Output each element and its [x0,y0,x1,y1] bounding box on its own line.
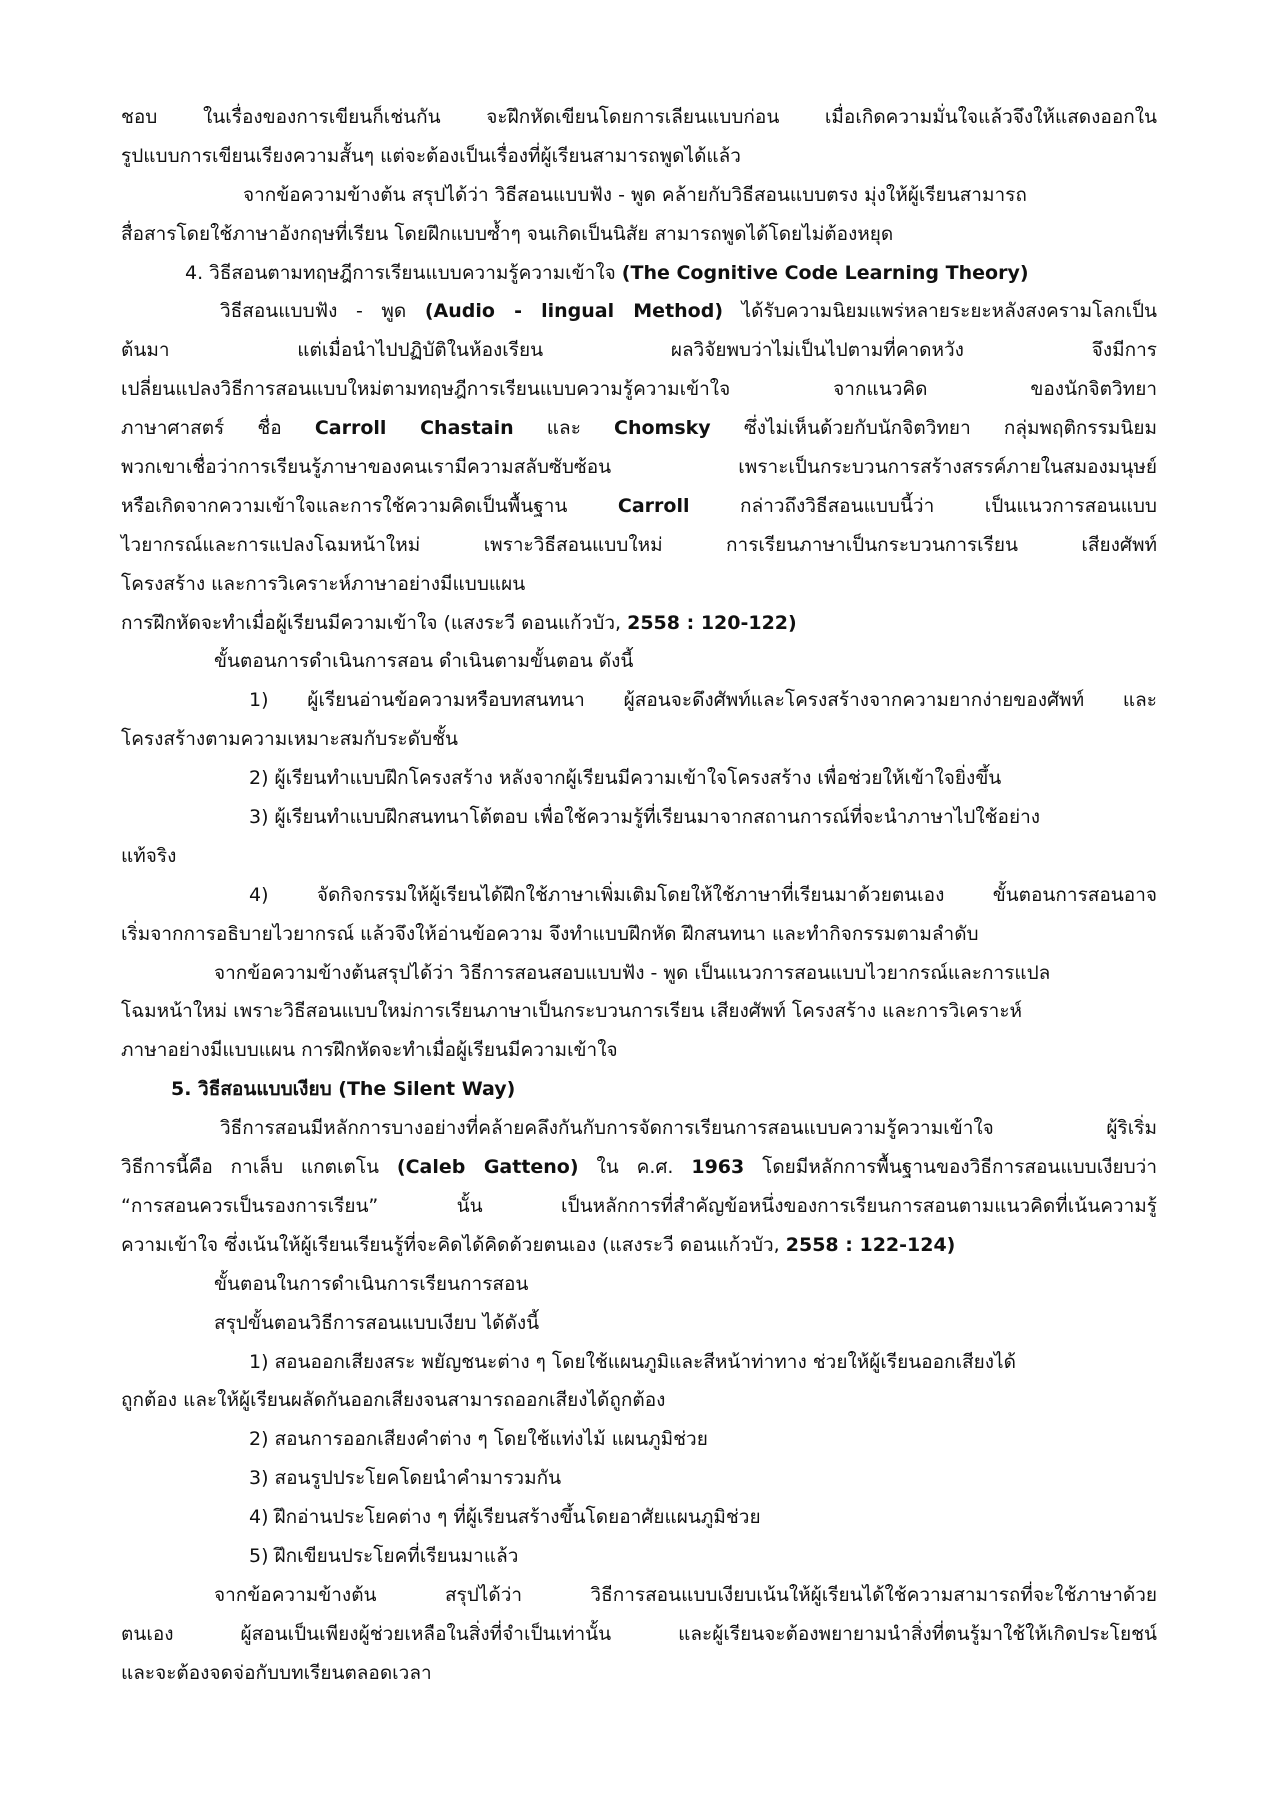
text-segment: วิธีสอนแบบฟัง - พูด [220,300,425,323]
text-segment: ภาษาศาสตร์ ชื่อ [121,417,315,440]
text-segment: รูปแบบการเขียนเรียงความสั้นๆ แต่จะต้องเป็นเรื่องที่ผู้เรียนสามารถพูดได้แล้ว [121,144,741,167]
list-item-line [121,681,1157,720]
text-segment: เริ่มจากการอธิบายไวยากรณ์ แล้วจึงให้อ่านข้อความ จึงทำแบบฝึกหัด ฝึกสนทนา และทำกิจกรรมตามลำดับ [121,922,979,945]
text-line [121,1615,1157,1654]
text-line [121,137,1157,176]
list-item-line [121,798,1157,837]
list-item-line [121,1343,1157,1382]
text-segment: (The Cognitive Code Learning Theory) [621,261,1029,284]
document-page [121,98,1157,1693]
text-segment: 2558 : 120-122) [627,611,797,634]
text-segment: ความเข้าใจ ซึ่งเน้นให้ผู้เรียนเรียนรู้ที่จะคิดได้คิดด้วยตนเอง (แสงระวี ดอนแก้วบัว, [121,1233,786,1256]
text-segment: ขั้นตอนการดำเนินการสอน ดำเนินตามขั้นตอน ดังนี้ [214,650,634,673]
text-segment: ภาษาอย่างมีแบบแผน การฝึกหัดจะทำเมื่อผู้เรียนมีความเข้าใจ [121,1039,618,1062]
text-line [121,215,1157,254]
text-segment: ตนเอง ผู้สอนเป็นเพียงผู้ช่วยเหลือในสิ่งที่จำเป็นเท่านั้น และผู้เรียนจะต้องพยายามนำสิ่งที่ตนรู้มาใช้ให้เกิดประโยชน์ [121,1622,1157,1645]
text-segment: โดยมีหลักการพื้นฐานของวิธีการสอนแบบเงียบว่า [744,1156,1158,1179]
text-line [121,1304,1157,1343]
section-heading [121,1070,1157,1109]
text-line [121,409,1157,448]
text-line [121,1654,1157,1693]
text-line [121,292,1157,331]
text-segment: Chomsky [614,417,711,440]
text-segment: สื่อสารโดยใช้ภาษาอังกฤษที่เรียน โดยฝึกแบบซ้ำๆ จนเกิดเป็นนิสัย สามารถพูดได้โดยไม่ต้องหยุด [121,222,894,245]
text-segment: 4) ฝึกอ่านประโยคต่าง ๆ ที่ผู้เรียนสร้างขึ้นโดยอาศัยแผนภูมิช่วย [249,1506,761,1529]
text-line [121,448,1157,487]
text-segment: โฉมหน้าใหม่ เพราะวิธีสอนแบบใหม่การเรียนภาษาเป็นกระบวนการเรียน เสียงศัพท์ โครงสร้าง และการวิเคราะห์ [121,1000,1023,1023]
list-item-line [121,1537,1157,1576]
text-line [121,526,1157,565]
text-line [121,1031,1157,1070]
text-segment: หรือเกิดจากความเข้าใจและการใช้ความคิดเป็นพื้นฐาน [121,494,618,517]
text-segment: กล่าวถึงวิธีสอนแบบนี้ว่า เป็นแนวการสอนแบบ [689,494,1157,517]
text-segment: “การสอนควรเป็นรองการเรียน” นั้น เป็นหลักการที่สำคัญข้อหนึ่งของการเรียนการสอนตามแนวคิดที่เน้นความรู้ [121,1194,1157,1217]
text-line [121,1148,1157,1187]
text-segment: 5. วิธีสอนแบบเงียบ (The Silent Way) [171,1078,516,1101]
list-item-line [121,1459,1157,1498]
text-segment: ถูกต้อง และให้ผู้เรียนผลัดกันออกเสียงจนสามารถออกเสียงได้ถูกต้อง [121,1389,666,1412]
text-segment: Carroll Chastain [314,417,514,440]
text-line [121,1109,1157,1148]
text-segment: 4) จัดกิจกรรมให้ผู้เรียนได้ฝึกใช้ภาษาเพิ่มเติมโดยให้ใช้ภาษาที่เรียนมาด้วยตนเอง ขั้นตอนการสอนอาจ [249,883,1157,906]
text-segment: วิธีการสอนมีหลักการบางอย่างที่คล้ายคลึงกันกับการจัดการเรียนการสอนแบบความรู้ความเข้าใจ ผู้ริเริ่ม [220,1117,1157,1140]
text-segment: 5) ฝึกเขียนประโยคที่เรียนมาแล้ว [249,1544,519,1567]
text-line [121,565,1157,604]
text-segment: และ [513,417,615,440]
text-segment: วิธีการนี้คือ กาเล็บ แกตเตโน [121,1156,397,1179]
text-segment: ต้นมา แต่เมื่อนำไปปฏิบัติในห้องเรียน ผลวิจัยพบว่าไม่เป็นไปตามที่คาดหวัง จึงมีการ [121,339,1157,362]
text-line [121,98,1157,137]
text-segment: โครงสร้าง และการวิเคราะห์ภาษาอย่างมีแบบแผน [121,572,526,595]
text-segment: โครงสร้างตามความเหมาะสมกับระดับชั้น [121,728,459,751]
text-segment: 2) ผู้เรียนทำแบบฝึกโครงสร้าง หลังจากผู้เรียนมีความเข้าใจโครงสร้าง เพื่อช่วยให้เข้าใจยิ่งขึ้น [249,767,1002,790]
text-line [121,370,1157,409]
text-segment: 3) ผู้เรียนทำแบบฝึกสนทนาโต้ตอบ เพื่อใช้ความรู้ที่เรียนมาจากสถานการณ์ที่จะนำภาษาไปใช้อย่าง [249,806,1041,829]
text-segment: 2558 : 122-124) [785,1233,956,1256]
text-line [121,954,1157,993]
list-item-line [121,759,1157,798]
text-segment: จากข้อความข้างต้นสรุปได้ว่า วิธีการสอนสอบแบบฟัง - พูด เป็นแนวการสอนแบบไวยากรณ์และการแปล [214,961,1051,984]
text-line [121,331,1157,370]
text-segment: 1963 [691,1156,745,1179]
text-segment: และจะต้องจดจ่อกับบทเรียนตลอดเวลา [121,1661,432,1684]
list-item-line [121,876,1157,915]
text-line [121,1226,1157,1265]
text-segment: เปลี่ยนแปลงวิธีการสอนแบบใหม่ตามทฤษฎีการเรียนแบบความรู้ความเข้าใจ จากแนวคิด ของนักจิตวิทยา [121,378,1157,401]
list-item-line [121,1420,1157,1459]
text-line [121,1265,1157,1304]
text-line [121,915,1157,954]
text-segment: ใน ค.ศ. [578,1156,692,1179]
text-segment: ได้รับความนิยมแพร่หลายระยะหลังสงครามโลกเป็น [723,300,1157,323]
text-segment: 1) สอนออกเสียงสระ พยัญชนะต่าง ๆ โดยใช้แผนภูมิและสีหน้าท่าทาง ช่วยให้ผู้เรียนออกเสียงได้ [249,1350,1016,1373]
text-line [121,604,1157,643]
text-segment: แท้จริง [121,844,177,867]
text-segment: ซึ่งไม่เห็นด้วยกับนักจิตวิทยา กลุ่มพฤติกรรมนิยม [710,417,1157,440]
text-segment: พวกเขาเชื่อว่าการเรียนรู้ภาษาของคนเรามีความสลับซับซ้อน เพราะเป็นกระบวนการสร้างสรรค์ภายในสมองมนุษย์ [121,456,1157,479]
text-segment: ชอบ ในเรื่องของการเขียนก็เช่นกัน จะฝึกหัดเขียนโดยการเลียนแบบก่อน เมื่อเกิดความมั่นใจแล้วจึงให้แสดงออกใน [121,106,1157,128]
text-line [121,176,1157,215]
text-segment: 4. วิธีสอนตามทฤษฎีการเรียนแบบความรู้ความเข้าใจ [185,261,622,284]
text-line [121,1576,1157,1615]
text-segment: สรุปขั้นตอนวิธีการสอนแบบเงียบ ได้ดังนี้ [214,1311,540,1334]
text-segment: ไวยากรณ์และการแปลงโฉมหน้าใหม่ เพราะวิธีสอนแบบใหม่ การเรียนภาษาเป็นกระบวนการเรียน เสียงศัพท์ [121,533,1157,556]
text-line [121,720,1157,759]
text-line [121,487,1157,526]
text-line [121,837,1157,876]
text-segment: 2) สอนการออกเสียงคำต่าง ๆ โดยใช้แท่งไม้ แผนภูมิช่วย [249,1428,708,1451]
text-segment: Carroll [617,494,690,517]
text-segment: การฝึกหัดจะทำเมื่อผู้เรียนมีความเข้าใจ (แสงระวี ดอนแก้วบัว, [121,611,628,634]
list-item-line [121,1498,1157,1537]
text-segment: (Audio - lingual Method) [424,300,724,323]
text-segment: ขั้นตอนในการดำเนินการเรียนการสอน [214,1272,529,1295]
text-segment: จากข้อความข้างต้น สรุปได้ว่า วิธีการสอนแบบเงียบเน้นให้ผู้เรียนได้ใช้ความสามารถที่จะใช้ภาษาด้วย [214,1583,1157,1606]
text-line [121,1381,1157,1420]
text-segment: (Caleb Gatteno) [396,1156,579,1179]
text-segment: 1) ผู้เรียนอ่านข้อความหรือบทสนทนา ผู้สอนจะดึงศัพท์และโครงสร้างจากความยากง่ายของศัพท์ และ [249,689,1157,712]
section-heading [121,254,1157,293]
text-line [121,992,1157,1031]
text-line [121,642,1157,681]
text-segment: 3) สอนรูปประโยคโดยนำคำมารวมกัน [249,1467,562,1490]
text-line [121,1187,1157,1226]
text-segment: จากข้อความข้างต้น สรุปได้ว่า วิธีสอนแบบฟัง - พูด คล้ายกับวิธีสอนแบบตรง มุ่งให้ผู้เรียนสามารถ [243,183,1027,206]
